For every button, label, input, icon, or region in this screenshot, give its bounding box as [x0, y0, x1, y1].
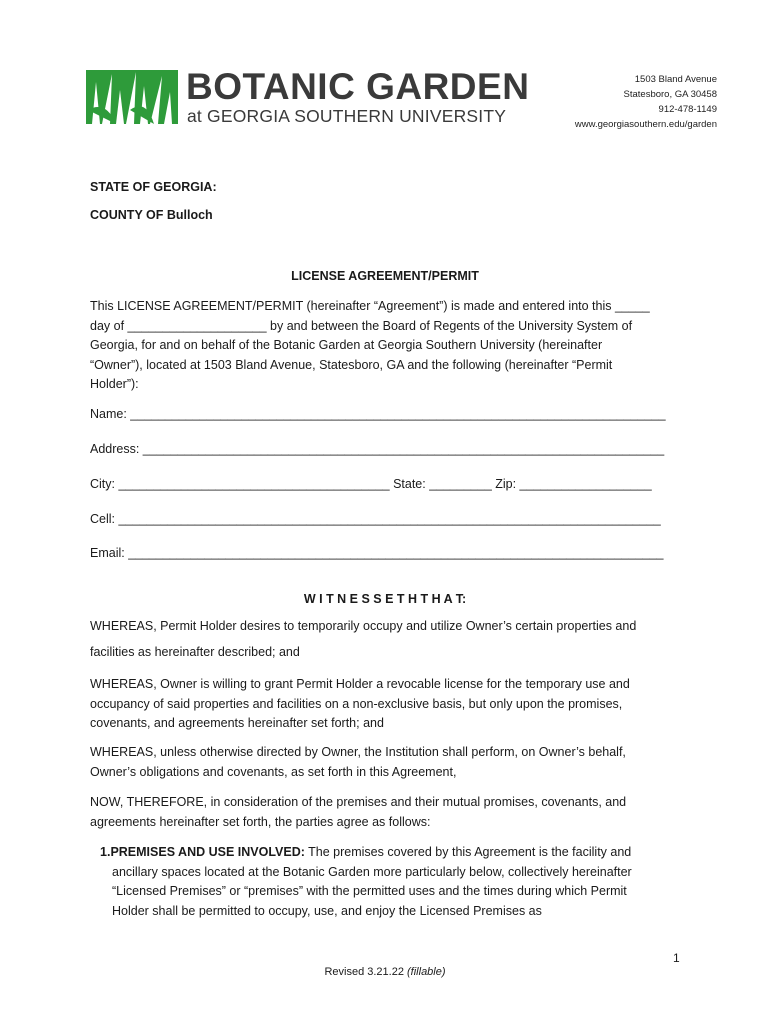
whereas-3-paragraph: WHEREAS, unless otherwise directed by Owner, the Institution shall perform, on Owner’s behalf, Owner’s obligations and covenants, as set forth in this Agreement,	[90, 745, 626, 779]
logo-title: BOTANIC GARDEN	[186, 66, 530, 107]
revision-footer	[0, 966, 770, 978]
county-line: COUNTY OF Bulloch	[90, 208, 213, 222]
section-1-heading: PREMISES AND USE INVOLVED:	[110, 845, 305, 859]
whereas-1-line-1: WHEREAS, Permit Holder desires to temporarily occupy and utilize Owner’s certain properties and	[90, 619, 637, 633]
document-title: LICENSE AGREEMENT/PERMIT	[291, 269, 479, 283]
garden-leaf-logo-icon	[86, 70, 178, 124]
state-line: STATE OF GEORGIA:	[90, 180, 217, 194]
section-1-text: The premises covered by this Agreement is the facility and ancillary spaces located at the Botanic Garden more particularly below, collectively hereinafter “Licensed Premises” or “premises” with the permitted uses and the times during which Permit Holder shall be permitted to occupy, use, and enjoy the Licensed Premises as	[112, 845, 632, 918]
witnesseth-heading: W I T N E S S E T H T H A T:	[303, 592, 467, 606]
now-therefore-paragraph: NOW, THEREFORE, in consideration of the premises and their mutual promises, covenants, and agreements hereinafter set forth, the parties agree as follows:	[90, 795, 627, 829]
email-field[interactable]: Email: _____________________________________________________________________________	[90, 546, 664, 560]
address-street: 1503 Bland Avenue	[634, 74, 717, 85]
logo-subtitle: at GEORGIA SOUTHERN UNIVERSITY	[187, 106, 507, 126]
address-phone: 912-478-1149	[658, 104, 717, 115]
revision-label: Revised 3.21.22	[324, 966, 408, 978]
botanic-garden-logo	[86, 66, 556, 126]
cell-field[interactable]: Cell: ______________________________________________________________________________	[90, 512, 661, 526]
address-city: Statesboro, GA 30458	[623, 89, 717, 100]
whereas-2-paragraph: WHEREAS, Owner is willing to grant Permit Holder a revocable license for the temporary use and occupancy of said properties and facilities on a non-exclusive basis, but only upon the promises, covenants, and agreements hereinafter set forth; and	[90, 677, 630, 730]
whereas-1-line-2: facilities as hereinafter described; and	[90, 645, 300, 659]
intro-paragraph: This LICENSE AGREEMENT/PERMIT (hereinafter “Agreement”) is made and entered into this _____ day of ____________________ by and between the Board of Regents of the University System of Georgia, for and on behalf of the Botanic Garden at Georgia Southern University (hereinafter “Owner”), located at 1503 Bland Avenue, Statesboro, GA and the following (hereinafter “Permit Holder”):	[90, 299, 650, 391]
name-field[interactable]: Name: _____________________________________________________________________________	[90, 407, 666, 421]
page-number: 1	[673, 951, 680, 965]
address-website: www.georgiasouthern.edu/garden	[574, 119, 717, 130]
section-1-paragraph	[100, 843, 642, 921]
address-field[interactable]: Address: ___________________________________________________________________________	[90, 442, 665, 456]
section-1-number: 1.	[100, 845, 111, 859]
contact-address-block	[575, 72, 717, 132]
fillable-note: (fillable)	[407, 966, 446, 978]
city-state-zip-field[interactable]: City: _______________________________________ State: _________ Zip: ___________________	[90, 477, 652, 491]
